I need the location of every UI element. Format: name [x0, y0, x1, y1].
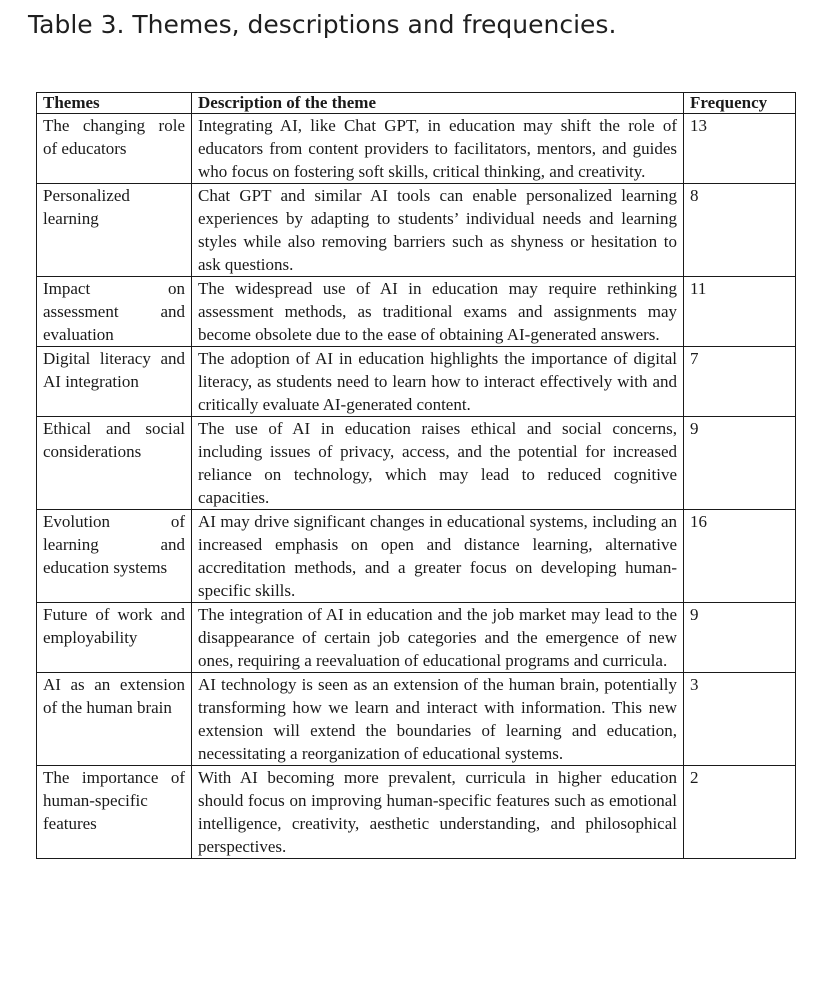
theme-cell: Evolution of learning and education systems — [37, 510, 192, 603]
description-cell: The integration of AI in education and the job market may lead to the disappearance of certain job categories and the emergence of new ones, requiring a reevaluation of educational programs and curricula. — [192, 603, 684, 673]
description-cell: Integrating AI, like Chat GPT, in education may shift the role of educators from content providers to facilitators, mentors, and guides who focus on fostering soft skills, critical thinking, and creativity. — [192, 114, 684, 184]
frequency-cell: 2 — [684, 766, 796, 859]
frequency-cell: 16 — [684, 510, 796, 603]
table-header-row — [37, 93, 796, 114]
table-row — [37, 347, 796, 417]
description-cell: The widespread use of AI in education may require rethinking assessment methods, as traditional exams and assignments may become obsolete due to the ease of obtaining AI-generated answers. — [192, 277, 684, 347]
header-themes: Themes — [37, 93, 192, 114]
theme-cell: The changing role of educators — [37, 114, 192, 184]
frequency-cell: 9 — [684, 603, 796, 673]
table-row — [37, 510, 796, 603]
table-row — [37, 184, 796, 277]
table-row — [37, 417, 796, 510]
frequency-cell: 7 — [684, 347, 796, 417]
frequency-cell: 13 — [684, 114, 796, 184]
table-caption: Table 3. Themes, descriptions and frequencies. — [28, 10, 617, 39]
frequency-cell: 9 — [684, 417, 796, 510]
theme-cell: AI as an extension of the human brain — [37, 673, 192, 766]
table-row — [37, 277, 796, 347]
theme-cell: Future of work and employability — [37, 603, 192, 673]
header-frequency: Frequency — [684, 93, 796, 114]
frequency-cell: 3 — [684, 673, 796, 766]
description-cell: With AI becoming more prevalent, curricula in higher education should focus on improving human-specific features such as emotional intelligence, creativity, aesthetic understanding, and philosophical perspectives. — [192, 766, 684, 859]
description-cell: The adoption of AI in education highlights the importance of digital literacy, as students need to learn how to interact effectively with and critically evaluate AI-generated content. — [192, 347, 684, 417]
table-row — [37, 766, 796, 859]
theme-cell: Impact on assessment and evaluation — [37, 277, 192, 347]
description-cell: The use of AI in education raises ethical and social concerns, including issues of privacy, access, and the potential for increased reliance on technology, which may lead to reduced cognitive capacities. — [192, 417, 684, 510]
theme-cell: The importance of human-specific features — [37, 766, 192, 859]
theme-cell: Personalized learning — [37, 184, 192, 277]
table-row — [37, 114, 796, 184]
themes-table — [36, 92, 796, 859]
frequency-cell: 8 — [684, 184, 796, 277]
description-cell: AI may drive significant changes in educational systems, including an increased emphasis on open and distance learning, alternative accreditation methods, and a greater focus on developing human-specific skills. — [192, 510, 684, 603]
theme-cell: Digital literacy and AI integration — [37, 347, 192, 417]
frequency-cell: 11 — [684, 277, 796, 347]
theme-cell: Ethical and social considerations — [37, 417, 192, 510]
header-description: Description of the theme — [192, 93, 684, 114]
table-row — [37, 603, 796, 673]
description-cell: Chat GPT and similar AI tools can enable personalized learning experiences by adapting to students’ individual needs and learning styles while also removing barriers such as shyness or hesitation to ask questions. — [192, 184, 684, 277]
description-cell: AI technology is seen as an extension of the human brain, potentially transforming how we learn and interact with information. This new extension will extend the boundaries of learning and education, necessitating a reorganization of educational systems. — [192, 673, 684, 766]
table-row — [37, 673, 796, 766]
